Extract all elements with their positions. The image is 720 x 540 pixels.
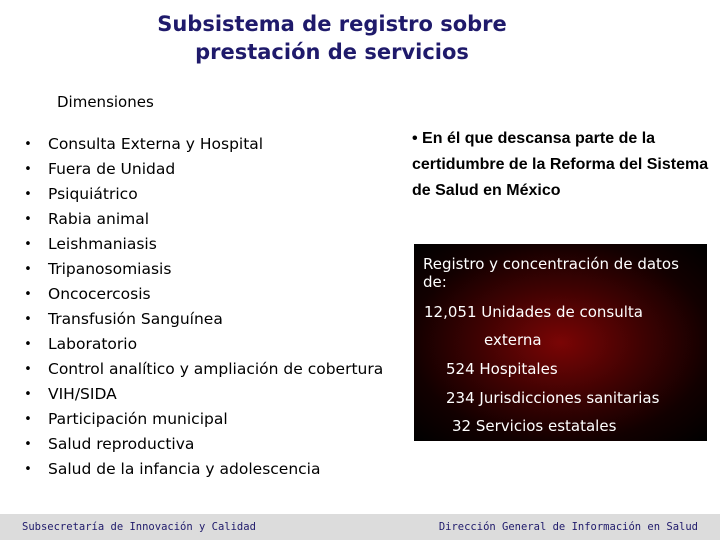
reform-note: • En él que descansa parte de la certidumbre de la Reforma del Sistema de Salud en México — [412, 130, 709, 199]
bullet-icon: • — [24, 237, 32, 252]
hospitals-count: 524 Hospitales — [446, 360, 558, 378]
bullet-icon: • — [24, 212, 32, 227]
bullet-icon: • — [24, 462, 32, 477]
units-count: 12,051 Unidades de consulta — [424, 303, 643, 321]
registry-panel — [414, 244, 707, 441]
bullet-icon: • — [24, 387, 32, 402]
bullet-icon: • — [24, 362, 32, 377]
dimensions-heading: Dimensiones — [57, 93, 154, 111]
footer-right-text: Dirección General de Información en Salud — [438, 521, 698, 533]
bullet-icon: • — [24, 287, 32, 302]
footer — [0, 514, 720, 540]
slide-title — [0, 10, 664, 66]
bullet-icon: • — [24, 337, 32, 352]
footer-left-text: Subsecretaría de Innovación y Calidad — [22, 521, 256, 533]
bullet-icon: • — [24, 262, 32, 277]
title-line-1: Subsistema de registro sobre — [157, 12, 507, 36]
state-services-count: 32 Servicios estatales — [452, 417, 617, 435]
bullet-icon: • — [24, 187, 32, 202]
jurisdictions-count: 234 Jurisdicciones sanitarias — [446, 389, 660, 407]
panel-heading: Registro y concentración de datos de: — [423, 255, 679, 291]
units-count-cont: externa — [484, 331, 542, 349]
bullet-icon: • — [24, 137, 32, 152]
title-line-2: prestación de servicios — [195, 40, 469, 64]
bullet-icon: • — [24, 312, 32, 327]
bullet-icon: • — [24, 437, 32, 452]
bullet-icon: • — [24, 412, 32, 427]
bullet-icon: • — [24, 162, 32, 177]
